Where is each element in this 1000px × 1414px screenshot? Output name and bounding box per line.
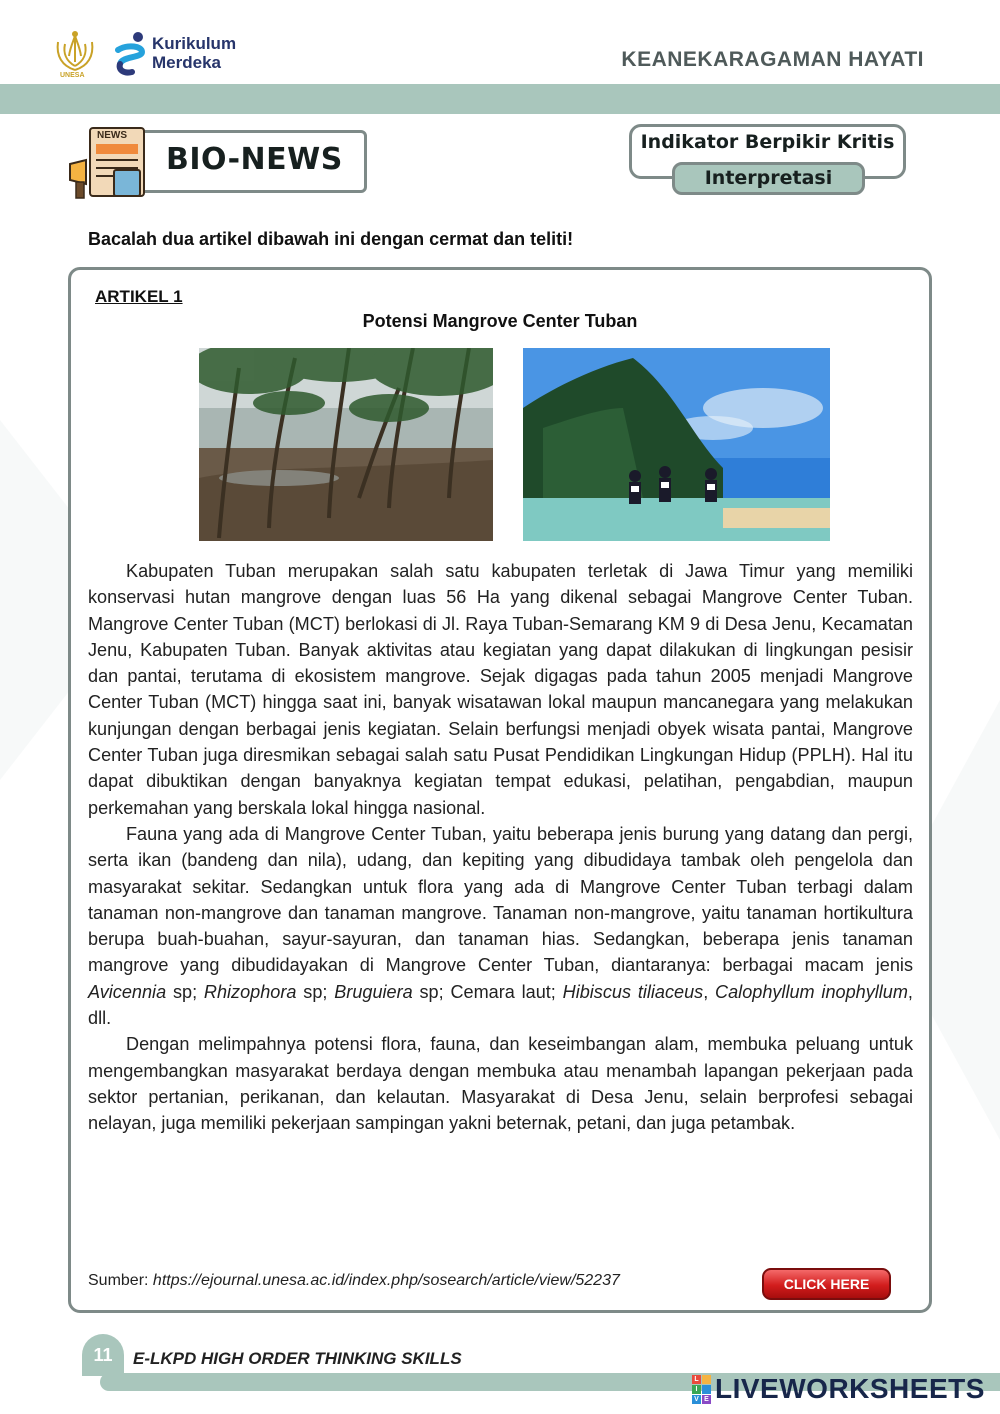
article-paragraph: Dengan melimpahnya potensi flora, fauna, dan keseimbangan alam, membuka peluang untuk mengembangkan masyarakat berdaya dengan membuka atau menambah lapangan pekerjaan pada sektor pertanian, perikanan, dan kelautan. Masyarakat di Desa Jenu, selain berprofesi sebagai nelayan, juga memiliki pekerjaan sampingan yakni beternak, petani, dan juga petambak. [88,1034,913,1134]
badge-letter: V [692,1395,701,1404]
liveworksheets-brand[interactable] [692,1372,985,1406]
liveworksheets-text: LIVEWORKSHEETS [715,1373,985,1404]
article-paragraph [88,821,913,1031]
indicator-title: Indikator Berpikir Kritis [640,131,895,153]
badge-letter: I [692,1385,701,1394]
species-name: Rhizophora [203,981,297,1002]
page-number: 11 [82,1334,124,1376]
species-name: Avicennia [88,981,167,1002]
header-band [0,84,1000,114]
bio-news-title: BIO-NEWS [166,142,343,177]
paragraph-text: sp; [166,981,204,1002]
article-paragraph: Kabupaten Tuban merupakan salah satu kabupaten terletak di Jawa Timur yang memiliki konservasi hutan mangrove dengan luas 56 Ha yang dikenal sebagai Mangrove Center Tuban. Mangrove Center Tuban (MCT) berlokasi di Jl. Raya Tuban-Semarang KM 9 di Desa Jenu, Kecamatan Jenu, Kabupaten Tuban. Banyak aktivitas atau kegiatan yang dapat dilakukan di lingkungan pesisir dan pantai, terutama di ekosistem mangrove. Sejak digagas pada tahun 2005 menjadi Mangrove Center Tuban (MCT) hingga saat ini, banyak wisatawan lokal maupun mancanegara yang melakukan kunjungan dengan berbagai jenis kegiatan. Selain berfungsi menjadi obyek wisata pantai, Mangrove Center Tuban juga diresmikan sebagai salah satu Pusat Pendidikan Lingkungan Hidup (PPLH). Hal itu dapat dibuktikan dengan banyaknya kegiatan tempat edukasi, pelatihan, pengabdian, maupun perkemahan yang berskala lokal hingga nasional. [88,561,913,818]
badge-letter: L [692,1375,701,1384]
paragraph-text: sp; Cemara laut; [412,981,563,1002]
footer-title: E-LKPD HIGH ORDER THINKING SKILLS [133,1349,462,1368]
badge-letter [702,1375,711,1384]
news-icon-label: NEWS [97,130,127,141]
badge-letter: E [702,1395,711,1404]
article-body [88,558,913,1137]
click-here-button[interactable]: CLICK HERE [762,1268,891,1300]
paragraph-text: , [703,981,716,1002]
species-name: Hibiscus tiliaceus [562,981,704,1002]
instruction-text: Bacalah dua artikel dibawah ini dengan cermat dan teliti! [88,229,574,249]
header-title: KEANEKARAGAMAN HAYATI [621,48,924,71]
source-label: Sumber: [88,1272,153,1289]
species-name: Calophyllum inophyllum [715,981,908,1002]
paragraph-text: , dll. [88,981,913,1029]
unesa-label: UNESA [60,72,85,79]
source-line [88,1272,620,1290]
kurikulum-merdeka-text [152,34,236,72]
mangrove-photo [199,348,493,541]
indicator-value: Interpretasi [672,162,865,195]
paragraph-text: sp; [296,981,335,1002]
paragraph-text: Fauna yang ada di Mangrove Center Tuban, yaitu beberapa jenis burung yang datang dan pergi, serta ikan (bandeng dan nila), udang, dan kepiting yang dibudidaya tambak oleh pengelola dan masyarakat sekitar. Sedangkan untuk flora yang ada di Mangrove Center Tuban terbagi dalam tanaman non-mangrove dan tanaman mangrove. Tanaman non-mangrove, yaitu tanaman hortikultura berupa buah-buahan, sayur-sayuran, dan tanaman hias. Sedangkan, beberapa jenis tanaman mangrove yang dibudidayakan di Mangrove Center Tuban, diantaranya: berbagai macam jenis [88,823,913,976]
article-label: ARTIKEL 1 [95,287,183,306]
kurikulum-line2: Merdeka [152,53,221,72]
liveworksheets-badge [692,1375,711,1404]
beach-skaters-photo [523,348,830,541]
species-name: Bruguiera [334,981,413,1002]
kurikulum-merdeka-logo [112,30,148,76]
kurikulum-line1: Kurikulum [152,34,237,53]
source-link[interactable]: https://ejournal.unesa.ac.id/index.php/sosearch/article/view/52237 [152,1272,620,1289]
article-title: Potensi Mangrove Center Tuban [362,311,638,331]
badge-letter [702,1385,711,1394]
